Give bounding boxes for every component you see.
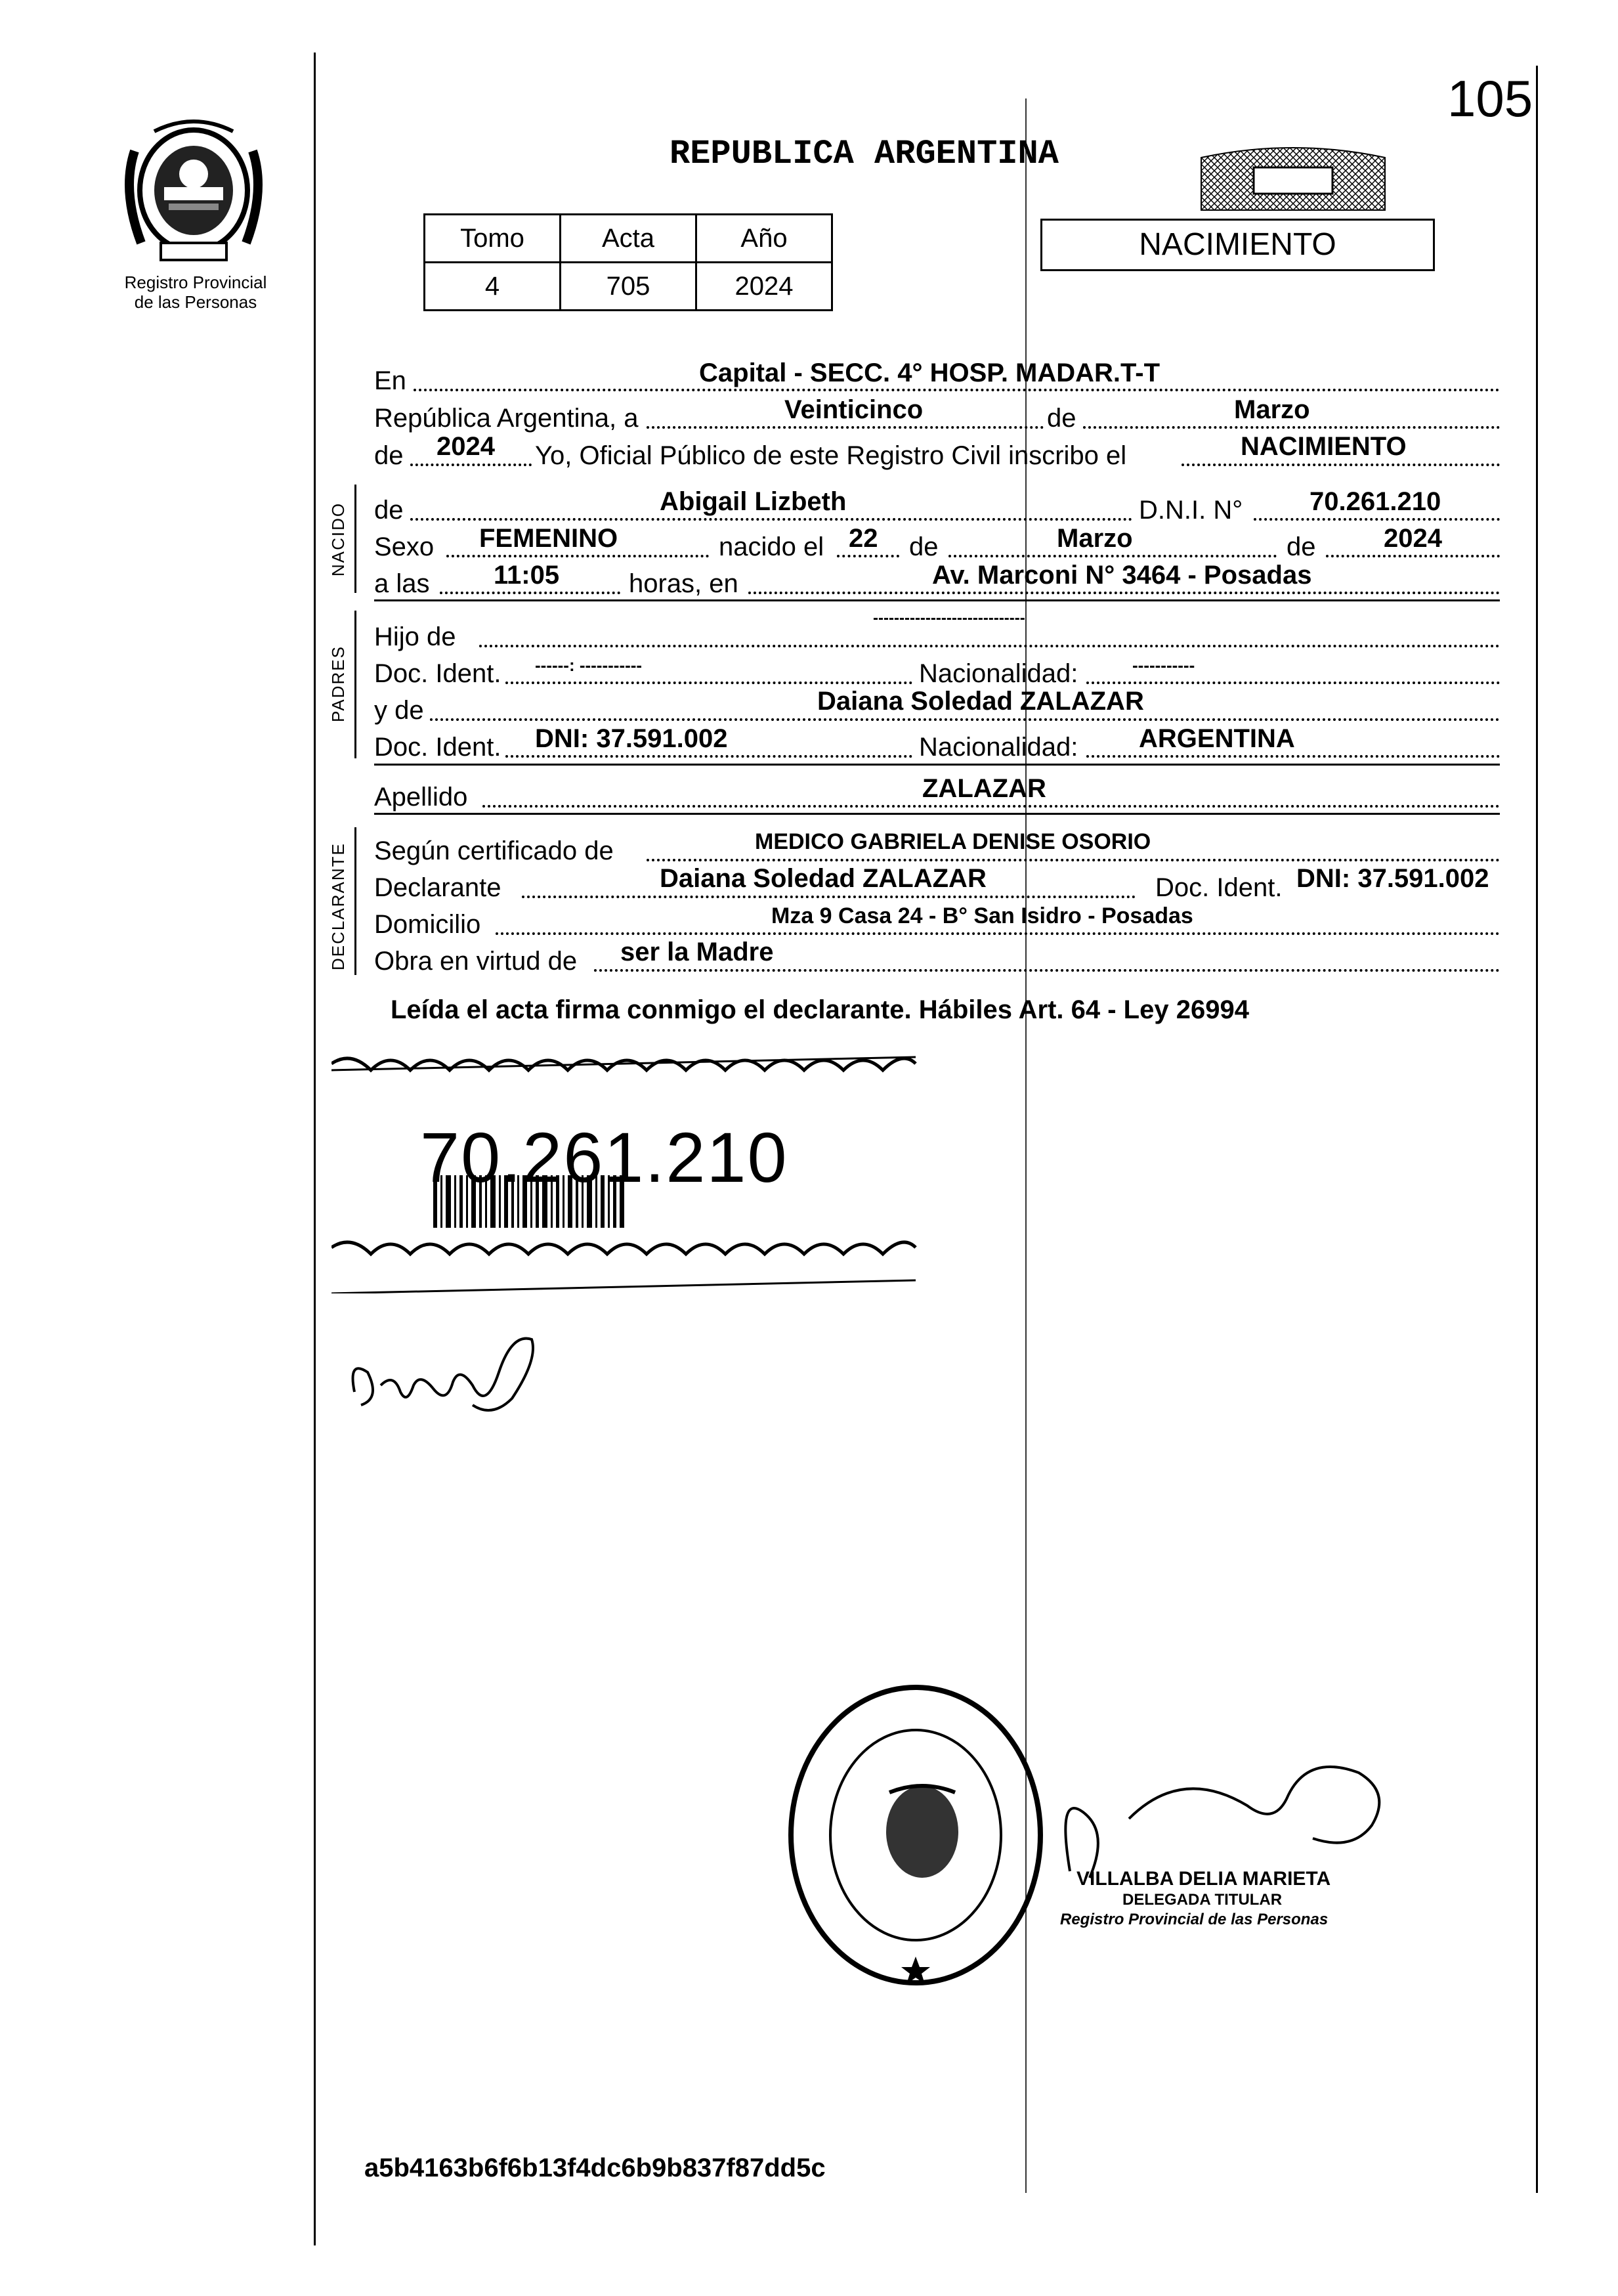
declarant-signature bbox=[341, 1320, 538, 1425]
nacido-de-label2: de bbox=[909, 532, 939, 561]
apellido-divider bbox=[374, 813, 1500, 815]
domicilio-value: Mza 9 Casa 24 - B° San Isidro - Posadas bbox=[771, 903, 1193, 928]
apellido-value: ZALAZAR bbox=[922, 774, 1046, 803]
father-doc-value: ------: ----------- bbox=[535, 655, 643, 675]
sticker-dni-number: 70.261.210 bbox=[420, 1117, 788, 1197]
declarante-value: Daiana Soledad ZALAZAR bbox=[660, 864, 987, 893]
inscribo-text: Yo, Oficial Público de este Registro Civil inscribo el bbox=[535, 441, 1127, 470]
act-value: NACIMIENTO bbox=[1241, 432, 1407, 461]
obra-value: ser la Madre bbox=[620, 938, 774, 966]
security-stamp bbox=[1195, 144, 1392, 217]
year-value: 2024 bbox=[436, 432, 495, 461]
sexo-value: FEMENINO bbox=[479, 524, 618, 553]
mother-nac-label: Nacionalidad: bbox=[919, 733, 1078, 762]
table-value-tomo: 4 bbox=[425, 263, 561, 311]
registry-name-line2: de las Personas bbox=[134, 292, 257, 312]
day-value: Veinticinco bbox=[784, 395, 924, 424]
province-seal bbox=[115, 112, 272, 269]
obra-label: Obra en virtud de bbox=[374, 947, 578, 976]
padres-divider bbox=[374, 764, 1500, 766]
official-registry: Registro Provincial de las Personas bbox=[1060, 1911, 1329, 1928]
en-label: En bbox=[374, 366, 406, 395]
mother-nac-value: ARGENTINA bbox=[1139, 724, 1295, 753]
official-round-stamp bbox=[784, 1681, 1047, 1989]
nacido-de-label: de bbox=[374, 496, 404, 525]
left-margin-line bbox=[314, 53, 316, 2245]
nacido-label: NACIDO bbox=[328, 502, 348, 576]
father-nac-value: ----------- bbox=[1132, 655, 1195, 675]
sexo-label: Sexo bbox=[374, 532, 435, 561]
nacido-el-label: nacido el bbox=[719, 532, 824, 561]
nacido-de-label3: de bbox=[1287, 532, 1316, 561]
apellido-label: Apellido bbox=[374, 783, 468, 812]
father-value: ----------------------------- bbox=[873, 609, 1025, 627]
child-name-value: Abigail Lizbeth bbox=[660, 487, 847, 516]
official-title: DELEGADA TITULAR bbox=[1122, 1891, 1283, 1909]
table-header-tomo: Tomo bbox=[425, 215, 561, 263]
table-value-acta: 705 bbox=[561, 263, 696, 311]
republica-label: República Argentina, a bbox=[374, 404, 639, 433]
table-header-anio: Año bbox=[696, 215, 832, 263]
y-de-label: y de bbox=[374, 696, 424, 725]
country-title: REPUBLICA ARGENTINA bbox=[670, 135, 1059, 173]
mother-doc-label: Doc. Ident. bbox=[374, 733, 501, 762]
de-label: de bbox=[1047, 404, 1076, 433]
a-las-label: a las bbox=[374, 569, 430, 598]
birth-day-value: 22 bbox=[849, 524, 878, 553]
father-nac-label: Nacionalidad: bbox=[919, 659, 1078, 688]
mother-doc-value: DNI: 37.591.002 bbox=[535, 724, 728, 753]
dni-value: 70.261.210 bbox=[1309, 487, 1441, 516]
right-margin-line bbox=[1536, 66, 1538, 2193]
month-value: Marzo bbox=[1234, 395, 1310, 424]
hijo-de-label: Hijo de bbox=[374, 622, 456, 651]
nacido-divider bbox=[374, 599, 1500, 601]
page-number: 105 bbox=[1447, 70, 1533, 127]
act-type-box: NACIMIENTO bbox=[1040, 219, 1435, 271]
closing-text: Leída el acta firma conmigo el declarante. Hábiles Art. 64 - Ley 26994 bbox=[391, 995, 1249, 1024]
padres-label: PADRES bbox=[328, 645, 348, 722]
dni-label: D.N.I. N° bbox=[1139, 496, 1243, 525]
place-value: Av. Marconi N° 3464 - Posadas bbox=[932, 561, 1312, 590]
declarante-doc-label: Doc. Ident. bbox=[1155, 873, 1283, 902]
father-doc-label: Doc. Ident. bbox=[374, 659, 501, 688]
year-prefix: de bbox=[374, 441, 404, 470]
birth-month-value: Marzo bbox=[1057, 524, 1133, 553]
hour-value: 11:05 bbox=[494, 561, 560, 590]
official-name: VILLALBA DELIA MARIETA bbox=[1076, 1868, 1331, 1890]
domicilio-label: Domicilio bbox=[374, 910, 481, 939]
nacido-bracket bbox=[354, 485, 356, 593]
official-signature bbox=[1050, 1740, 1418, 1884]
en-value: Capital - SECC. 4° HOSP. MADAR.T-T bbox=[699, 358, 1160, 387]
table-value-anio: 2024 bbox=[696, 263, 832, 311]
table-header-acta: Acta bbox=[561, 215, 696, 263]
declarante-bracket bbox=[354, 827, 356, 975]
registry-name-line1: Registro Provincial bbox=[124, 272, 267, 292]
horas-en-label: horas, en bbox=[629, 569, 738, 598]
certificado-label: Según certificado de bbox=[374, 836, 614, 865]
declarante-doc-value: DNI: 37.591.002 bbox=[1296, 864, 1489, 893]
birth-year-value: 2024 bbox=[1384, 524, 1442, 553]
declarante-name-label: Declarante bbox=[374, 873, 501, 902]
mother-value: Daiana Soledad ZALAZAR bbox=[817, 687, 1144, 716]
footer-hash: a5b4163b6f6b13f4dc6b9b837f87dd5c bbox=[364, 2154, 826, 2182]
certificado-value: MEDICO GABRIELA DENISE OSORIO bbox=[755, 829, 1151, 854]
padres-bracket bbox=[354, 611, 356, 758]
declarante-label: DECLARANTE bbox=[328, 842, 348, 970]
record-table bbox=[423, 213, 833, 311]
